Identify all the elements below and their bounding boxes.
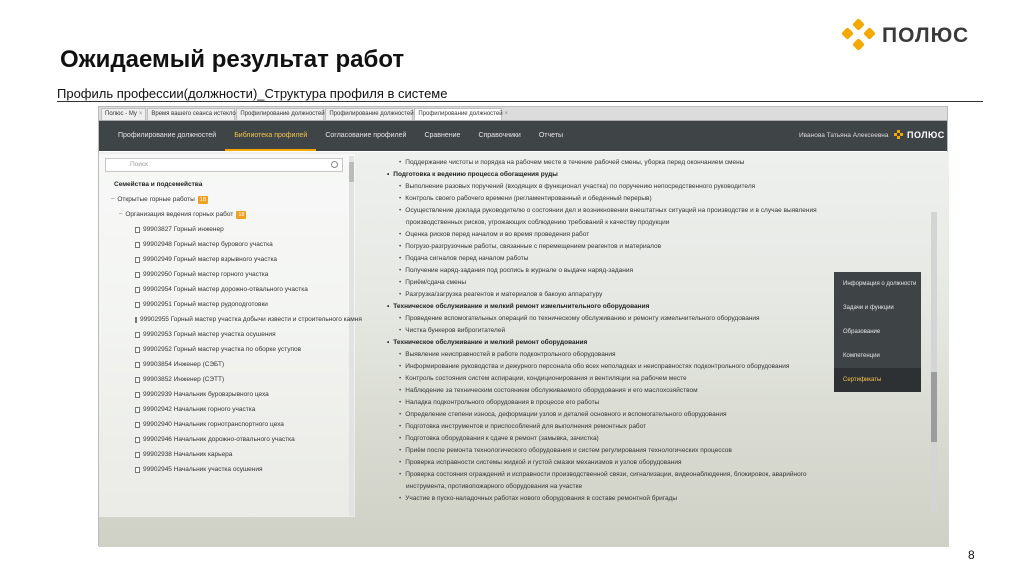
logo-text: ПОЛЮС <box>882 24 970 47</box>
tree-position-item[interactable] <box>99 342 347 357</box>
page-number: 8 <box>968 548 975 562</box>
nav-logo <box>894 130 945 140</box>
browser-tab-label: Профилирование должностей <box>418 111 503 117</box>
search-input[interactable]: Поиск <box>105 158 343 172</box>
tree-scrollbar[interactable] <box>349 156 354 516</box>
nav-item[interactable]: Справочники <box>478 132 521 139</box>
tree-subfamily-label: Организация ведения горных работ <box>125 211 234 218</box>
task-item: • Приём/сдача смены <box>379 277 924 289</box>
browser-tab[interactable] <box>325 108 413 120</box>
tree-position-label: 99902938 Начальник карьера <box>143 451 233 458</box>
browser-tab[interactable] <box>147 108 235 120</box>
tree-position-item[interactable] <box>99 417 347 432</box>
task-item: • Разгрузка/загрузка реагентов и материалов в бакоую аппаратуру <box>379 289 924 301</box>
browser-tab-label: Время вашего сеанса истекло <box>151 111 236 117</box>
document-icon <box>135 287 140 293</box>
document-icon <box>135 407 140 413</box>
tree-position-label: 99902939 Начальник буровзрывного цеха <box>143 391 269 398</box>
close-icon[interactable]: × <box>138 111 143 117</box>
document-icon <box>135 467 140 473</box>
tree-position-item[interactable] <box>99 432 347 447</box>
polyus-logo-icon <box>843 20 875 52</box>
task-item: • Наладка подконтрольного оборудования в процессе его работы <box>379 397 924 409</box>
profile-tree-panel <box>99 154 362 517</box>
nav-item[interactable]: Отчеты <box>538 132 564 139</box>
tree-position-label: 99902945 Начальник участка осушения <box>143 466 263 473</box>
tree-position-item[interactable] <box>99 327 347 342</box>
document-icon <box>135 317 137 323</box>
browser-tab-label: Профилирование должностей <box>240 111 325 117</box>
task-item: • Подготовка оборудования к сдаче в ремонт (замывка, зачистка) <box>379 433 924 445</box>
task-item: • Проведение вспомогательных операций по техническому обслуживанию и ремонту измельчительного оборудования <box>379 313 924 325</box>
document-icon <box>135 332 140 338</box>
document-icon <box>135 347 140 353</box>
task-item: • Осуществление доклада руководителю о состоянии дел и возникновении внештатных ситуаций на производстве и в случае выявления <box>379 205 924 217</box>
tree-position-item[interactable] <box>99 297 347 312</box>
task-item: • Определение степени износа, деформации узлов и деталей основного и вспомогательного оборудования <box>379 409 924 421</box>
tree-title: Семейства и подсемейства <box>114 181 203 188</box>
document-icon <box>135 452 140 458</box>
polyus-logo <box>843 20 969 52</box>
browser-tab[interactable] <box>101 108 146 120</box>
task-group-heading: • Техническое обслуживание и мелкий ремонт оборудования <box>379 337 924 349</box>
app-navbar <box>99 121 947 151</box>
task-item: • Проверка исправности системы жидкой и густой смазки механизмов и узлов оборудования <box>379 457 924 469</box>
task-item: • Подача сигналов перед началом работы <box>379 253 924 265</box>
browser-tab[interactable] <box>414 108 509 120</box>
task-item: • Оценка рисков перед началом и во время проведения работ <box>379 229 924 241</box>
polyus-mini-icon <box>894 130 904 140</box>
tree-position-item[interactable] <box>99 267 347 282</box>
document-icon <box>135 362 140 368</box>
document-icon <box>135 377 140 383</box>
document-icon <box>135 257 140 263</box>
search-icon[interactable] <box>331 161 338 168</box>
tree-position-item[interactable] <box>99 372 347 387</box>
document-icon <box>135 227 140 233</box>
task-item: • Получение наряд-задания под роспись в журнале о выдаче наряд-задания <box>379 265 924 277</box>
tree-position-item[interactable] <box>99 402 347 417</box>
count-badge: 18 <box>199 196 206 203</box>
nav-item[interactable]: Сравнение <box>424 132 461 139</box>
section-menu-item[interactable]: Задачи и функции <box>843 305 894 311</box>
chevron-down-icon[interactable]: – <box>119 211 123 217</box>
profile-section-menu <box>834 272 921 392</box>
tree-position-label: 99903854 Инженер (СЭБТ) <box>143 361 225 368</box>
browser-tab-bar <box>99 107 947 121</box>
tree-position-item[interactable] <box>99 222 347 237</box>
document-icon <box>135 272 140 278</box>
slide-title: Ожидаемый результат работ <box>60 46 405 73</box>
close-icon[interactable]: × <box>504 111 509 117</box>
tree-position-label: 99902950 Горный мастер горного участка <box>143 271 269 278</box>
tree-position-label: 99902948 Горный мастер бурового участка <box>143 241 273 248</box>
tree-position-item[interactable] <box>99 462 347 477</box>
document-icon <box>135 437 140 443</box>
task-item: • Чистка бункеров виброгитателей <box>379 325 924 337</box>
tree-position-item[interactable] <box>99 252 347 267</box>
section-menu-item[interactable]: Образование <box>843 329 881 335</box>
task-item: • Участие в пуско-наладочных работах нового оборудования в составе ремонтной бригады <box>379 493 924 505</box>
slide-divider <box>57 101 983 102</box>
task-group-heading: • Техническое обслуживание и мелкий ремонт измельчительного оборудования <box>379 301 924 313</box>
task-item: • Погрузо-разгрузочные работы, связанные с перемещением реагентов и материалов <box>379 241 924 253</box>
profile-tree <box>99 178 362 477</box>
task-item: инструмента, противопожарного оборудования на участке <box>406 483 583 490</box>
tree-position-label: 99903827 Горный инженер <box>143 226 224 233</box>
tree-position-item[interactable] <box>99 282 347 297</box>
tree-family-label: Открытые горные работы <box>117 196 195 203</box>
tree-position-label: 99902952 Горный мастер участка по оборке уступов <box>143 346 302 353</box>
nav-item[interactable]: Профилирование должностей <box>118 132 217 139</box>
tree-position-label: 99902946 Начальник дорожно-отвального участка <box>143 436 295 443</box>
task-item: производственных рисков, угрожающих соблюдению требований к качеству продукции <box>406 219 670 226</box>
document-icon <box>135 422 140 428</box>
tree-position-label: 99902955 Горный мастер участка добычи извести и строительного камня <box>140 316 362 323</box>
document-icon <box>135 242 140 248</box>
tree-position-item[interactable] <box>99 447 347 462</box>
tree-family[interactable] <box>99 192 347 207</box>
section-menu-item[interactable]: Сертификаты <box>834 368 921 392</box>
count-badge: 18 <box>238 211 245 218</box>
tree-subfamily[interactable] <box>99 207 347 222</box>
section-menu-item[interactable]: Информация о должности <box>843 281 917 287</box>
browser-tab-label: Полюс - My <box>105 111 137 117</box>
tree-position-item[interactable] <box>99 312 362 327</box>
browser-tab-label: Профилирование должностей <box>329 111 414 117</box>
task-item: • Наблюдение за техническим состоянием обслуживаемого оборудования и его маслохозяйством <box>379 385 924 397</box>
tree-position-label: 99902951 Горный мастер рудоподготовки <box>143 301 268 308</box>
task-item: • Контроль своего рабочего времени (регламентированный и обеденный перерыв) <box>379 193 924 205</box>
nav-item[interactable]: Согласование профилей <box>325 132 407 139</box>
task-item: • Выявление неисправностей в работе подконтрольного оборудования <box>379 349 924 361</box>
tree-position-item[interactable] <box>99 357 347 372</box>
section-menu-item[interactable]: Компетенции <box>843 353 880 359</box>
task-item: • Приём после ремонта технологического оборудования и систем регулирования технологических процессов <box>379 445 924 457</box>
slide-subtitle: Профиль профессии(должности)_Структура профиля в системе <box>57 86 448 101</box>
browser-tab[interactable] <box>236 108 324 120</box>
task-item: • Информирование руководства и дежурного персонала обо всех неполадках и неисправностях подконтрольного оборудования <box>379 361 924 373</box>
task-item: • Поддержание чистоты и порядка на рабочем месте в течение рабочей смены, уборка перед окончанием смены <box>379 157 924 169</box>
tree-position-label: 99902954 Горный мастер дорожно-отвального участка <box>143 286 308 293</box>
user-name[interactable]: Иванова Татьяна Алексеевна <box>799 132 889 139</box>
tree-position-label: 99902949 Горный мастер взрывного участка <box>143 256 278 263</box>
tree-position-label: 99902940 Начальник горнотранспортного цеха <box>143 421 284 428</box>
nav-item[interactable]: Библиотека профилей <box>225 121 316 151</box>
main-scrollbar[interactable] <box>931 212 937 512</box>
content-area <box>99 152 949 547</box>
task-item: • Проверка состояния ограждений и исправности производственной связи, сигнализации, видеонаблюдения, блокировок, аварийного <box>379 469 924 481</box>
task-item: • Контроль состояния систем аспирации, кондиционирования и вентиляции на рабочем месте <box>379 373 924 385</box>
tree-position-label: 99902953 Горный мастер участка осушения <box>143 331 276 338</box>
chevron-down-icon[interactable]: – <box>111 196 115 202</box>
document-icon <box>135 392 140 398</box>
task-item: • Подготовка инструментов и приспособлений для выполнения ремонтных работ <box>379 421 924 433</box>
nav-logo-text: ПОЛЮС <box>907 130 945 140</box>
tree-position-item[interactable] <box>99 237 347 252</box>
document-icon <box>135 302 140 308</box>
task-item: • Выполнение разовых поручений (входящих в функционал участка) по поручению непосредственного руководителя <box>379 181 924 193</box>
tree-position-label: 99902942 Начальник горного участка <box>143 406 256 413</box>
task-group-heading: • Подготовка к ведению процесса обогащения руды <box>379 169 924 181</box>
app-screenshot <box>98 106 948 546</box>
tree-position-item[interactable] <box>99 387 347 402</box>
tree-position-label: 99903852 Инженер (СЭТТ) <box>143 376 225 383</box>
